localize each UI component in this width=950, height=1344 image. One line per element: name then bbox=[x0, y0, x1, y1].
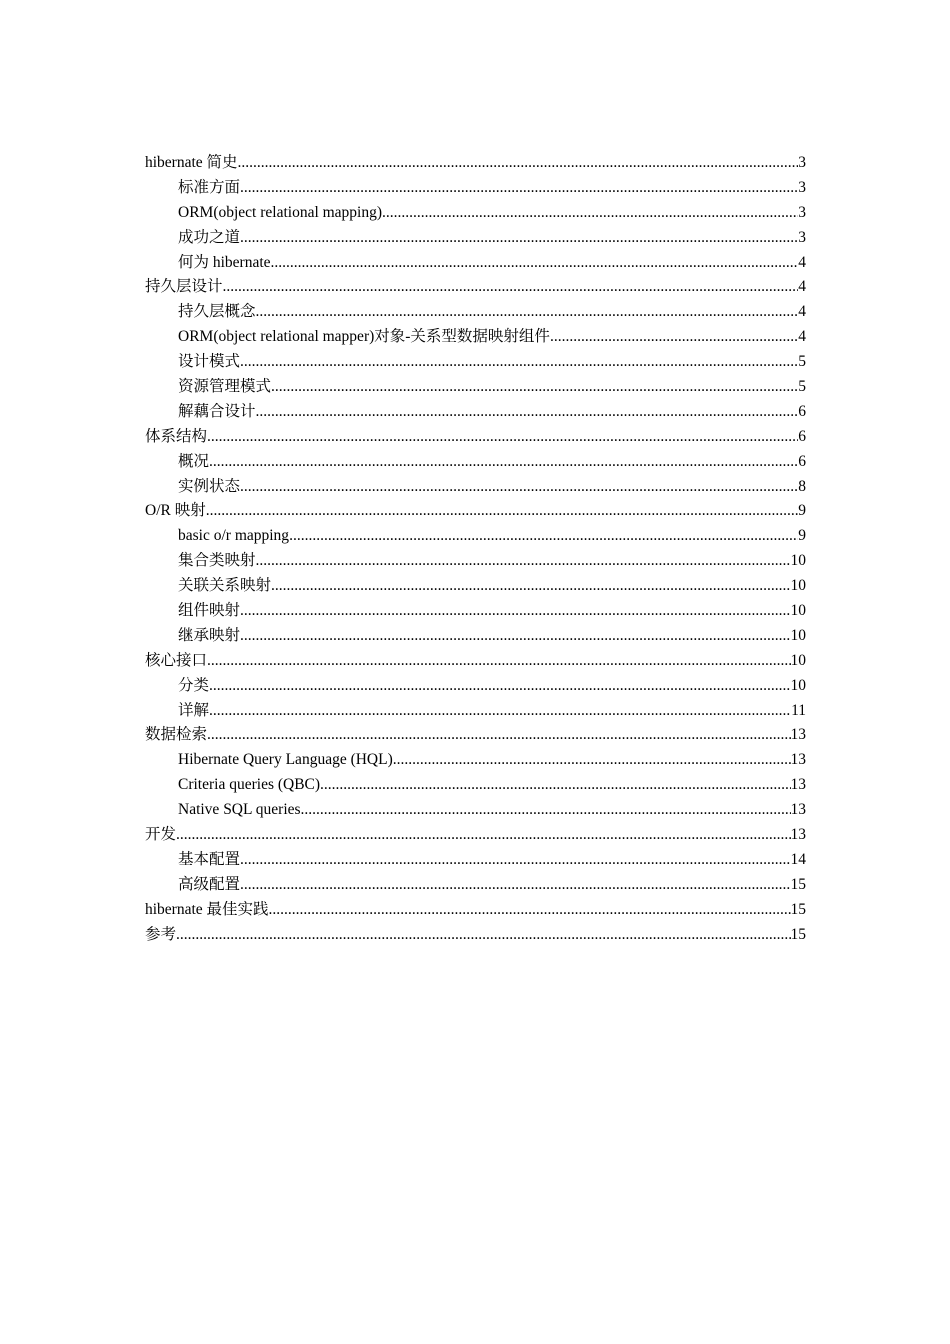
toc-entry-title: ORM(object relational mapping) bbox=[178, 203, 383, 221]
toc-entry-title: 持久层设计 bbox=[145, 278, 223, 296]
toc-page-number: 10 bbox=[790, 676, 806, 694]
toc-entry-title: Native SQL queries bbox=[178, 801, 301, 819]
toc-entry-title: Criteria queries (QBC) bbox=[178, 776, 321, 794]
toc-dot-leader bbox=[206, 499, 799, 524]
toc-entry-section[interactable] bbox=[145, 574, 806, 599]
toc-dot-leader bbox=[209, 699, 791, 724]
toc-entry-section[interactable] bbox=[145, 848, 806, 873]
toc-entry-title: 数据检索 bbox=[145, 726, 208, 744]
toc-page-number: 13 bbox=[790, 826, 806, 844]
toc-entry-chapter[interactable] bbox=[145, 425, 806, 450]
toc-page-number: 10 bbox=[790, 651, 806, 669]
toc-page-number: 13 bbox=[790, 801, 806, 819]
toc-dot-leader bbox=[301, 798, 791, 823]
toc-entry-title: 集合类映射 bbox=[178, 552, 256, 570]
toc-entry-chapter[interactable] bbox=[145, 499, 806, 524]
toc-dot-leader bbox=[240, 350, 798, 375]
toc-entry-section[interactable] bbox=[145, 300, 806, 325]
toc-page-number: 3 bbox=[798, 178, 806, 196]
toc-page-number: 6 bbox=[798, 427, 806, 445]
toc-entry-title: 开发 bbox=[145, 826, 177, 844]
toc-page-number: 9 bbox=[798, 502, 806, 520]
toc-page-number: 10 bbox=[790, 577, 806, 595]
toc-entry-section[interactable] bbox=[145, 748, 806, 773]
toc-dot-leader bbox=[209, 450, 798, 475]
toc-page-number: 6 bbox=[798, 402, 806, 420]
toc-entry-title: O/R 映射 bbox=[145, 502, 206, 520]
toc-dot-leader bbox=[223, 275, 799, 300]
toc-page-number: 13 bbox=[790, 726, 806, 744]
toc-entry-title: hibernate 最佳实践 bbox=[145, 900, 269, 918]
toc-page-number: 13 bbox=[790, 776, 806, 794]
toc-entry-section[interactable] bbox=[145, 873, 806, 898]
toc-dot-leader bbox=[209, 674, 790, 699]
toc-entry-section[interactable] bbox=[145, 375, 806, 400]
toc-dot-leader bbox=[240, 226, 798, 251]
toc-dot-leader bbox=[240, 475, 798, 500]
toc-entry-title: 高级配置 bbox=[178, 875, 241, 893]
toc-page-number: 3 bbox=[798, 203, 806, 221]
toc-dot-leader bbox=[256, 400, 799, 425]
toc-entry-title: 基本配置 bbox=[178, 850, 241, 868]
toc-entry-title: 何为 hibernate bbox=[178, 253, 271, 271]
toc-entry-title: 详解 bbox=[178, 701, 210, 719]
toc-page-number: 4 bbox=[798, 278, 806, 296]
toc-dot-leader bbox=[240, 624, 790, 649]
toc-dot-leader bbox=[256, 300, 799, 325]
toc-page-number: 15 bbox=[790, 900, 806, 918]
toc-dot-leader bbox=[550, 325, 798, 350]
toc-page-number: 10 bbox=[790, 552, 806, 570]
toc-dot-leader bbox=[289, 524, 798, 549]
toc-page-number: 14 bbox=[790, 850, 806, 868]
table-of-contents bbox=[145, 151, 806, 948]
toc-entry-title: 成功之道 bbox=[178, 228, 241, 246]
toc-dot-leader bbox=[320, 773, 790, 798]
toc-entry-title: 持久层概念 bbox=[178, 303, 256, 321]
toc-entry-chapter[interactable] bbox=[145, 923, 806, 948]
toc-page-number: 3 bbox=[798, 154, 806, 171]
toc-entry-section[interactable] bbox=[145, 201, 806, 226]
toc-dot-leader bbox=[240, 873, 790, 898]
toc-page-number: 10 bbox=[790, 626, 806, 644]
toc-page-number: 6 bbox=[798, 452, 806, 470]
toc-entry-title: 核心接口 bbox=[145, 651, 208, 669]
toc-page-number: 13 bbox=[790, 751, 806, 769]
toc-entry-title: 资源管理模式 bbox=[178, 378, 272, 396]
toc-dot-leader bbox=[207, 425, 798, 450]
toc-entry-chapter[interactable] bbox=[145, 275, 806, 300]
toc-entry-chapter[interactable] bbox=[145, 823, 806, 848]
toc-page-number: 4 bbox=[798, 253, 806, 271]
toc-entry-section[interactable] bbox=[145, 599, 806, 624]
toc-entry-section[interactable] bbox=[145, 325, 806, 350]
toc-entry-title: 设计模式 bbox=[178, 353, 241, 371]
toc-page-number: 9 bbox=[798, 527, 806, 545]
toc-entry-section[interactable] bbox=[145, 251, 806, 276]
toc-page-number: 5 bbox=[798, 378, 806, 396]
toc-entry-chapter[interactable] bbox=[145, 723, 806, 748]
toc-dot-leader bbox=[240, 176, 798, 201]
toc-entry-section[interactable] bbox=[145, 176, 806, 201]
toc-page-number: 4 bbox=[798, 328, 806, 346]
toc-dot-leader bbox=[382, 201, 798, 226]
toc-dot-leader bbox=[240, 599, 790, 624]
toc-page-number: 15 bbox=[790, 925, 806, 943]
toc-entry-title: basic o/r mapping bbox=[178, 527, 290, 545]
toc-entry-section[interactable] bbox=[145, 624, 806, 649]
toc-entry-title: 解藕合设计 bbox=[178, 402, 256, 420]
toc-page-number: 4 bbox=[798, 303, 806, 321]
toc-entry-title: 实例状态 bbox=[178, 477, 241, 495]
toc-dot-leader bbox=[271, 251, 799, 276]
toc-dot-leader bbox=[269, 898, 791, 923]
toc-entry-section[interactable] bbox=[145, 798, 806, 823]
toc-dot-leader bbox=[207, 723, 790, 748]
toc-entry-title: 组件映射 bbox=[178, 602, 241, 620]
toc-dot-leader bbox=[393, 748, 791, 773]
toc-entry-title: 标准方面 bbox=[178, 178, 241, 196]
toc-page-number: 11 bbox=[791, 701, 806, 719]
toc-entry-section[interactable] bbox=[145, 773, 806, 798]
toc-entry-title: 关联关系映射 bbox=[178, 577, 272, 595]
toc-page-number: 3 bbox=[798, 228, 806, 246]
toc-entry-title: 概况 bbox=[178, 452, 210, 470]
toc-entry-section[interactable] bbox=[145, 524, 806, 549]
toc-page-number: 15 bbox=[790, 875, 806, 893]
toc-entry-title: 参考 bbox=[145, 925, 177, 943]
toc-entry-title: hibernate 简史 bbox=[145, 154, 238, 171]
toc-entry-title: 分类 bbox=[178, 676, 210, 694]
toc-dot-leader bbox=[176, 823, 790, 848]
toc-entry-chapter[interactable] bbox=[145, 151, 806, 176]
toc-entry-chapter[interactable] bbox=[145, 898, 806, 923]
toc-dot-leader bbox=[240, 848, 790, 873]
toc-page-number: 10 bbox=[790, 602, 806, 620]
toc-dot-leader bbox=[238, 151, 799, 176]
toc-entry-title: 继承映射 bbox=[178, 626, 241, 644]
toc-entry-section[interactable] bbox=[145, 674, 806, 699]
toc-page-number: 8 bbox=[798, 477, 806, 495]
toc-entry-section[interactable] bbox=[145, 350, 806, 375]
toc-entry-title: 体系结构 bbox=[145, 427, 208, 445]
toc-dot-leader bbox=[176, 923, 790, 948]
toc-dot-leader bbox=[271, 375, 798, 400]
toc-entry-section[interactable] bbox=[145, 226, 806, 251]
toc-entry-title: ORM(object relational mapper)对象-关系型数据映射组件 bbox=[178, 328, 550, 346]
toc-dot-leader bbox=[207, 649, 790, 674]
toc-entry-section[interactable] bbox=[145, 475, 806, 500]
toc-dot-leader bbox=[256, 549, 791, 574]
toc-entry-chapter[interactable] bbox=[145, 649, 806, 674]
toc-page-number: 5 bbox=[798, 353, 806, 371]
toc-entry-section[interactable] bbox=[145, 400, 806, 425]
toc-dot-leader bbox=[271, 574, 790, 599]
toc-entry-section[interactable] bbox=[145, 450, 806, 475]
toc-entry-title: Hibernate Query Language (HQL) bbox=[178, 751, 393, 769]
toc-entry-section[interactable] bbox=[145, 549, 806, 574]
toc-entry-section[interactable] bbox=[145, 699, 806, 724]
